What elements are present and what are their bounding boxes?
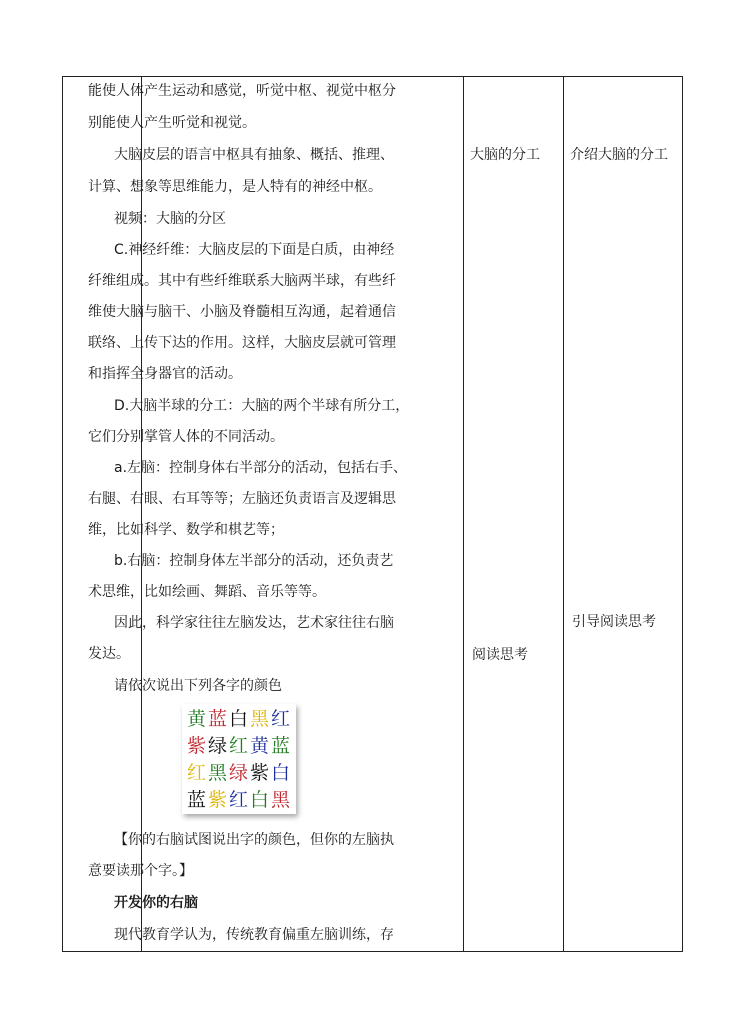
- content-line: C.神经纤维：大脑皮层的下面是白质，由神经: [114, 242, 395, 258]
- content-line: b.右脑：控制身体左半部分的活动，还负责艺: [114, 553, 394, 569]
- content-line: 计算、想象等思维能力，是人特有的神经中枢。: [88, 179, 382, 195]
- content-line: D.大脑半球的分工：大脑的两个半球有所分工，: [114, 398, 410, 414]
- content-line: 【你的右脑试图说出字的颜色，但你的左脑执: [114, 832, 394, 848]
- color-word: 紫: [207, 789, 227, 811]
- content-line: 维使大脑与脑干、小脑及脊髓相互沟通，起着通信: [88, 304, 396, 320]
- topic-cell: 阅读思考: [472, 647, 528, 663]
- color-word: 黑: [249, 708, 269, 730]
- color-grid-row: [186, 760, 291, 786]
- intent-cell: 介绍大脑的分工: [570, 147, 668, 163]
- color-word: 黄: [186, 708, 206, 730]
- section-heading: 开发你的右脑: [114, 895, 198, 911]
- stroop-color-grid: [182, 704, 296, 814]
- content-line: 纤维组成。其中有些纤维联系大脑两半球，有些纤: [88, 273, 396, 289]
- content-line: 术思维，比如绘画、舞蹈、音乐等等。: [88, 584, 326, 600]
- color-word: 白: [270, 762, 290, 784]
- color-grid-row: [186, 706, 291, 732]
- color-word: 蓝: [186, 789, 206, 811]
- color-word: 黑: [207, 762, 227, 784]
- color-word: 红: [186, 762, 206, 784]
- content-line: 视频：大脑的分区: [114, 211, 226, 227]
- content-line: 因此，科学家往往左脑发达，艺术家往往右脑: [114, 615, 394, 631]
- content-line: 能使人体产生运动和感觉，听觉中枢、视觉中枢分: [88, 83, 396, 99]
- content-line: 和指挥全身器官的活动。: [88, 366, 242, 382]
- color-word: 紫: [249, 762, 269, 784]
- color-word: 白: [249, 789, 269, 811]
- color-word: 蓝: [270, 735, 290, 757]
- content-line: 维，比如科学、数学和棋艺等；: [88, 522, 284, 538]
- color-word: 黄: [249, 735, 269, 757]
- content-line: a.左脑：控制身体右半部分的活动，包括右手、: [114, 460, 408, 476]
- content-line: 右腿、右眼、右耳等等；左脑还负责语言及逻辑思: [88, 491, 396, 507]
- content-line: 现代教育学认为，传统教育偏重左脑训练，存: [114, 927, 394, 943]
- color-word: 黑: [270, 789, 290, 811]
- color-word: 红: [228, 789, 248, 811]
- content-line: 意要读那个字。】: [88, 863, 193, 879]
- content-line: 联络、上传下达的作用。这样，大脑皮层就可管理: [88, 335, 396, 351]
- color-word: 红: [228, 735, 248, 757]
- color-word: 蓝: [207, 708, 227, 730]
- color-word: 绿: [207, 735, 227, 757]
- topic-cell: 大脑的分工: [470, 147, 540, 163]
- color-word: 绿: [228, 762, 248, 784]
- color-grid-row: [186, 733, 291, 759]
- content-line: 它们分别掌管人体的不同活动。: [88, 429, 284, 445]
- content-line: 发达。: [88, 646, 130, 662]
- content-line: 请依次说出下列各字的颜色: [114, 678, 282, 694]
- color-grid-row: [186, 787, 291, 813]
- lesson-table: [62, 76, 683, 952]
- color-word: 白: [228, 708, 248, 730]
- intent-cell: 引导阅读思考: [572, 614, 656, 630]
- color-word: 红: [270, 708, 290, 730]
- content-line: 大脑皮层的语言中枢具有抽象、概括、推理、: [114, 147, 394, 163]
- content-line: 别能使人产生听觉和视觉。: [88, 115, 256, 131]
- color-word: 紫: [186, 735, 206, 757]
- column-divider: [563, 77, 564, 951]
- column-divider: [463, 77, 464, 951]
